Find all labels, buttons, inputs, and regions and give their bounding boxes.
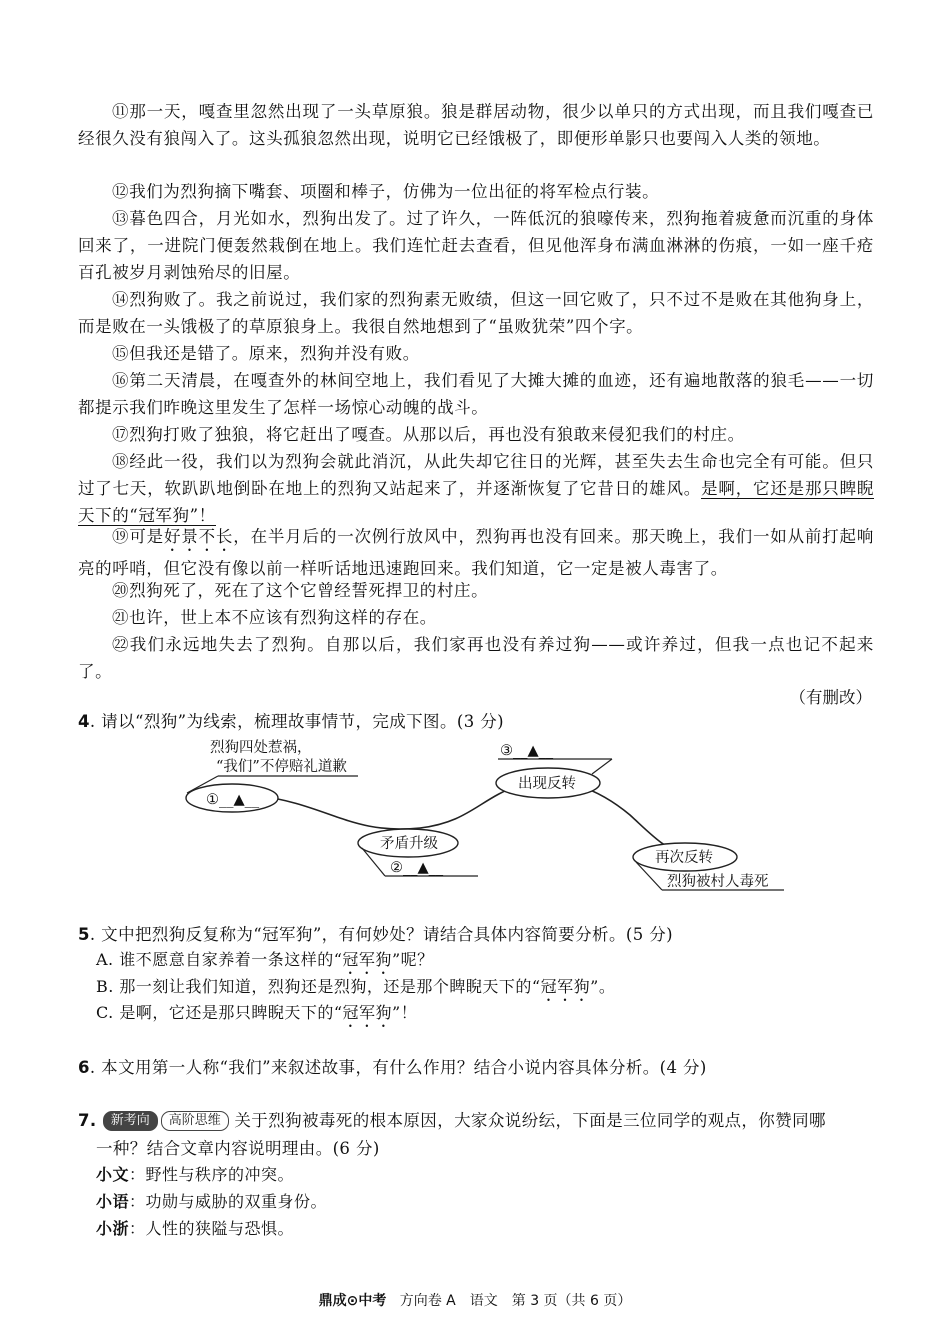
question-5-text: . 文中把烈狗反复称为“冠军狗”，有何妙处？请结合具体内容简要分析。(5 分) xyxy=(89,925,673,944)
label-top-left-1: 烈狗四处惹祸， xyxy=(210,740,312,756)
paragraph-19-start: ⑲可是 xyxy=(112,527,164,546)
plot-curve xyxy=(255,781,690,855)
paragraph-22: ㉒我们永远地失去了烈狗。自那以后，我们家再也没有养过狗——或许养过，但我一点也记不起来了。 xyxy=(78,635,874,681)
question-7-text-1: 关于烈狗被毒死的根本原因，大家众说纷纭，下面是三位同学的观点，你赞同哪 xyxy=(234,1111,826,1130)
higher-order-tag: 高阶思维 xyxy=(161,1111,229,1131)
node-reversal: 出现反转 xyxy=(518,776,576,792)
page-footer xyxy=(0,1290,950,1310)
blank-2: ②__▲__ xyxy=(390,860,444,876)
paragraph-15: ⑮但我还是错了。原来，烈狗并没有败。 xyxy=(112,344,420,363)
node-reversal-pointer xyxy=(592,759,612,774)
question-7-line-2: 一种？结合文章内容说明理由。(6 分) xyxy=(96,1139,380,1158)
view-xiaowen: ：野性与秩序的冲突。 xyxy=(129,1165,295,1184)
question-5 xyxy=(78,921,878,949)
label-top-left-2: “我们”不停赔礼道歉 xyxy=(216,759,347,775)
option-a-dotted: 冠军狗 xyxy=(342,950,392,969)
dotted-phrase: 好景不长 xyxy=(163,527,234,546)
paragraph-17: ⑰烈狗打败了独狼，将它赶出了嘎查。从那以后，再也没有狼敢来侵犯我们的村庄。 xyxy=(112,425,745,444)
name-xiaowen: 小文 xyxy=(96,1165,130,1184)
option-c-dotted: 冠军狗 xyxy=(342,1003,393,1022)
paragraph-11: ⑪那一天，嘎查里忽然出现了一头草原狼。狼是群居动物，很少以单只的方式出现，而且我们嘎查已经很久没有狼闯入了。这头孤狼忽然出现，说明它已经饿极了，即便形单影只也要闯入人类的领地。 xyxy=(78,102,874,148)
answer-xiaoyu xyxy=(96,1189,327,1215)
answer-xiaozhe xyxy=(96,1216,294,1242)
option-a-post: ”呢？ xyxy=(391,950,434,969)
node-conflict: 矛盾升级 xyxy=(380,836,438,852)
paragraph-13: ⑬暮色四合，月光如水，烈狗出发了。过了许久，一阵低沉的狼嚎传来，烈狗拖着疲惫而沉重的身体回来了，一进院门便轰然栽倒在地上。我们连忙赶去查看，但见他浑身布满血淋淋的伤痕，一如一座千疮百孔被岁月剥蚀殆尽的旧屋。 xyxy=(78,209,874,282)
paragraph-16: ⑯第二天清晨，在嘎查外的林间空地上，我们看见了大摊大摊的血迹，还有遍地散落的狼毛——一切都提示我们昨晚这里发生了怎样一场惊心动魄的战斗。 xyxy=(78,371,874,417)
question-4-text: . 请以“烈狗”为线索，梳理故事情节，完成下图。(3 分) xyxy=(89,712,504,731)
blank-3: ③__▲__ xyxy=(500,743,554,759)
question-4-number: 4 xyxy=(78,712,90,731)
question-6 xyxy=(78,1054,878,1082)
footer-info: 方向卷 A 语文 第 3 页（共 6 页） xyxy=(399,1293,632,1309)
paragraph-12: ⑫我们为烈狗摘下嘴套、项圈和棒子，仿佛为一位出征的将军检点行装。 xyxy=(112,182,660,201)
label-poisoned: 烈狗被村人毒死 xyxy=(667,874,769,890)
question-5-number: 5 xyxy=(78,925,90,944)
brand-logo-icon: ⊙ xyxy=(346,1293,359,1309)
paragraph-18-text: ⑱经此一役，我们以为烈狗会就此消沉，从此失却它往日的光辉，甚至失去生命也完全有可能。但只过了七天，软趴趴地倒卧在地上的烈狗又站起来了，并逐渐恢复了它昔日的雄风。 xyxy=(78,452,874,498)
question-6-text: . 本文用第一人称“我们”来叙述故事，有什么作用？结合小说内容具体分析。(4 分) xyxy=(89,1058,707,1077)
question-7-number: 7 xyxy=(78,1111,90,1130)
abridged-note: （有删改） xyxy=(789,688,872,707)
option-c xyxy=(96,1000,417,1031)
name-xiaozhe: 小浙 xyxy=(96,1219,130,1238)
option-c-pre: C. 是啊，它还是那只睥睨天下的“ xyxy=(96,1003,343,1022)
paragraph-14: ⑭烈狗败了。我之前说过，我们家的烈狗素无败绩，但这一回它败了，只不过不是败在其他狗身上，而是败在一头饿极了的草原狼身上。我很自然地想到了“虽败犹荣”四个字。 xyxy=(78,290,874,336)
option-c-post: ”！ xyxy=(392,1003,418,1022)
blank-1: ①__▲__ xyxy=(206,792,260,808)
option-b-dotted: 冠军狗 xyxy=(540,977,591,996)
brand-name: 鼎成 xyxy=(318,1293,347,1309)
option-b-pre: B. 那一刻让我们知道，烈狗还是烈狗，还是那个睥睨天下的“ xyxy=(96,977,541,996)
paragraph-21: ㉑也许，世上本不应该有烈狗这样的存在。 xyxy=(112,608,437,627)
view-xiaoyu: ：功勋与威胁的双重身份。 xyxy=(129,1192,328,1211)
underlined-sentence: 是啊，它还是那只睥睨天下的“冠军狗”！ xyxy=(78,479,875,525)
answer-xiaowen xyxy=(96,1162,294,1188)
paragraph-20: ⑳烈狗死了，死在了这个它曾经誓死捍卫的村庄。 xyxy=(112,581,489,600)
new-direction-tag: 新考向 xyxy=(103,1111,158,1131)
option-a-pre: A. 谁不愿意自家养着一条这样的“ xyxy=(96,950,343,969)
paragraph-19-rest: ，在半月后的一次例行放风中，烈狗再也没有回来。那天晚上，我们一如从前打起响亮的呼哨，但它没有像以前一样听话地迅速跑回来。我们知道，它一定是被人毒害了。 xyxy=(78,527,874,578)
name-xiaoyu: 小语 xyxy=(96,1192,130,1211)
view-xiaozhe: ：人性的狭隘与恐惧。 xyxy=(129,1219,295,1238)
brand-exam: 中考 xyxy=(358,1293,387,1309)
option-b-post: ”。 xyxy=(590,977,616,996)
question-7: 7. 新考向 高阶思维 关于烈狗被毒死的根本原因，大家众说纷纭，下面是三位同学的观点，你赞同哪 xyxy=(78,1111,826,1130)
question-6-number: 6 xyxy=(78,1058,90,1077)
node-reversal-again: 再次反转 xyxy=(655,850,713,866)
